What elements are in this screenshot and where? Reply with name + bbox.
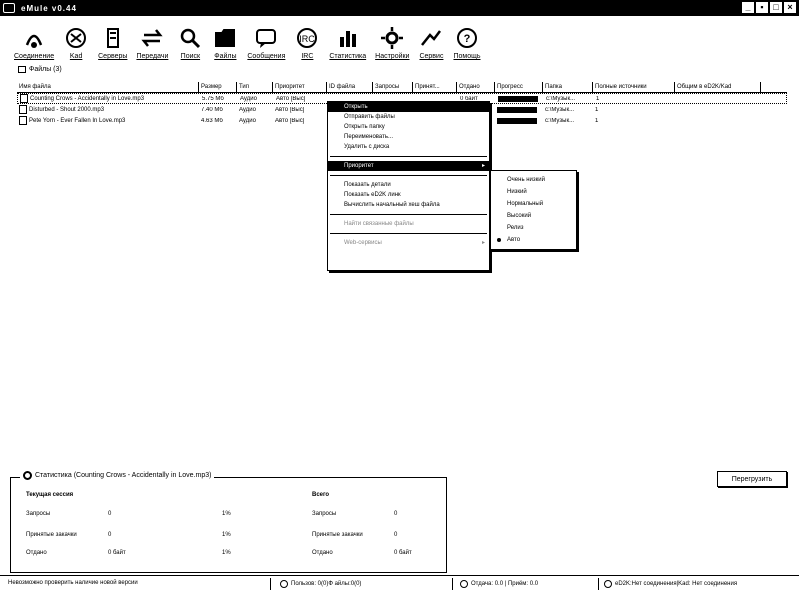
cell-type: Аудио <box>239 106 256 113</box>
toolbar-button-label: Файлы <box>214 53 237 60</box>
column-header[interactable]: Отдано <box>457 82 495 92</box>
stats-icon <box>23 471 32 480</box>
session-stat-value: 0 байт <box>108 550 126 556</box>
cell-type: Аудио <box>239 117 256 124</box>
shared-files-icon <box>18 66 26 73</box>
cell-sources: 1 <box>596 95 600 102</box>
toolbar-button-label: Kad <box>69 53 83 60</box>
total-stat-value: 0 <box>394 532 398 538</box>
file-context-menu <box>327 101 490 271</box>
tools-icon <box>418 25 444 51</box>
cell-priority: Авто [Выс] <box>275 117 305 124</box>
window-title: eMule v0.44 <box>21 3 77 13</box>
maximize-icon[interactable]: □ <box>770 2 782 13</box>
cell-progress <box>495 118 543 124</box>
total-stat-value: 0 <box>394 511 398 517</box>
audio-file-icon <box>19 116 27 125</box>
context-menu-item: Web-сервисы ▸ <box>344 240 485 246</box>
toolbar-button-label: Передачи <box>136 53 169 60</box>
audio-file-icon <box>19 105 27 114</box>
priority-option[interactable]: Релиз <box>507 225 524 231</box>
column-header[interactable]: Прогресс <box>495 82 543 92</box>
toolbar-kad-button[interactable] <box>63 17 89 63</box>
column-header[interactable]: Размер <box>199 82 237 92</box>
total-stat-label: Запросы <box>312 511 337 517</box>
toolbar-servers-button[interactable] <box>98 17 127 63</box>
column-header[interactable]: Запросы <box>373 82 413 92</box>
audio-file-icon <box>20 94 28 103</box>
app-icon <box>3 3 15 13</box>
cell-progress <box>496 96 544 102</box>
menu-separator <box>330 233 487 234</box>
progress-bar <box>498 96 538 102</box>
column-header[interactable]: Принят... <box>413 82 457 92</box>
toolbar-irc-button[interactable] <box>294 17 320 63</box>
title-bar <box>0 0 799 16</box>
minimize-icon[interactable]: _ <box>742 2 754 13</box>
toolbar-button-label: Сервис <box>419 53 444 60</box>
cell-type: Аудио <box>240 95 257 102</box>
column-header[interactable]: Тип <box>237 82 273 92</box>
column-header[interactable]: Папка <box>543 82 593 92</box>
table-header <box>17 82 787 93</box>
toolbar-button-label: IRC <box>301 53 314 60</box>
files-count-label: Файлы (3) <box>29 66 62 73</box>
cell-folder: c:\Музык... <box>545 117 575 124</box>
cell-sources: 1 <box>595 106 599 113</box>
files-section-title <box>18 66 62 73</box>
cell-priority: Авто [Выс] <box>275 106 305 113</box>
toolbar-button-label: Помощь <box>453 53 481 60</box>
toolbar-button-label: Сообщения <box>247 53 286 60</box>
total-stat-label: Отдано <box>312 550 333 556</box>
toolbar-messages-button[interactable] <box>247 17 285 63</box>
cell-name: Pete Yorn - Ever Fallen In Love.mp3 <box>17 116 199 125</box>
submenu-arrow-icon: ▸ <box>481 240 485 246</box>
connect-icon <box>21 25 47 51</box>
total-heading: Всего <box>312 492 330 498</box>
kad-icon <box>63 25 89 51</box>
context-menu-item[interactable]: Удалить с диска <box>344 144 390 150</box>
status-users: Пользов: 0(0)Ф айлы:0(0) <box>280 580 361 588</box>
cell-size: 5.75 Мб <box>202 95 224 102</box>
priority-option[interactable]: Высокий <box>507 213 532 219</box>
toolbar-button-label: Статистика <box>329 53 367 60</box>
session-stat-label: Принятые закачки <box>26 532 77 538</box>
toolbar-button-label: Поиск <box>180 53 201 60</box>
servers-icon <box>100 25 126 51</box>
toolbar-connect-button[interactable] <box>14 17 54 63</box>
session-stat-value: 0 <box>108 511 112 517</box>
priority-option[interactable]: Нормальный <box>507 201 544 207</box>
transfers-icon <box>139 25 165 51</box>
cell-folder: c:\Музык... <box>546 95 576 102</box>
users-icon <box>280 580 288 588</box>
progress-bar <box>497 118 537 124</box>
window-controls <box>742 2 796 13</box>
stats-panel <box>10 477 447 573</box>
preferences-icon <box>379 25 405 51</box>
context-menu-item[interactable]: Показать детали <box>344 182 391 188</box>
toolbar-stats-button[interactable] <box>329 17 366 63</box>
transfer-icon <box>460 580 468 588</box>
stats-panel-title: Статистика (Counting Crows - Accidentally in Love.mp3) <box>20 471 214 480</box>
toolbar-transfers-button[interactable] <box>136 17 168 63</box>
status-bar <box>0 575 799 591</box>
cell-priority: Авто [Выс] <box>276 95 306 102</box>
context-menu-item[interactable]: Открыть <box>328 102 489 112</box>
context-menu-item[interactable]: Вычислить начальный хеш файла <box>344 202 440 208</box>
priority-option[interactable]: Авто <box>491 234 576 246</box>
network-icon <box>604 580 612 588</box>
messages-icon <box>253 25 279 51</box>
session-stat-label: Отдано <box>26 550 47 556</box>
column-header[interactable]: Полные источники <box>593 82 675 92</box>
priority-option[interactable]: Низкий <box>507 189 527 195</box>
cell-folder: c:\Музык... <box>545 106 575 113</box>
toolbar-search-button[interactable] <box>177 17 203 63</box>
priority-submenu <box>490 170 577 250</box>
toolbar-prefs-button[interactable] <box>375 17 409 63</box>
cell-sent: 0 байт <box>460 95 478 102</box>
context-menu-item[interactable]: Переименовать... <box>344 134 393 140</box>
session-stat-label: Запросы <box>26 511 51 517</box>
progress-bar <box>497 107 537 113</box>
context-menu-item[interactable]: Приоритет ▸ <box>328 161 489 171</box>
cell-name: Counting Crows - Accidentally in Love.mp3 <box>18 94 200 103</box>
cell-size: 4.63 Мб <box>201 117 223 124</box>
total-stat-value: 0 байт <box>394 550 412 556</box>
column-header[interactable]: Общим в eD2K/Kad <box>675 82 761 92</box>
irc-icon <box>294 25 320 51</box>
status-transfer: Отдача: 0.0 | Приём: 0.0 <box>460 580 538 588</box>
search-icon <box>177 25 203 51</box>
cell-size: 7.40 Мб <box>201 106 223 113</box>
radio-checked-icon <box>497 238 501 242</box>
toolbar-tools-button[interactable] <box>418 17 444 63</box>
session-stat-bar-label: 1% <box>222 550 231 556</box>
close-icon[interactable]: × <box>784 2 796 13</box>
cell-progress <box>495 107 543 113</box>
files-icon <box>212 25 238 51</box>
cell-sources: 1 <box>595 117 599 124</box>
session-stat-bar-label: 1% <box>222 532 231 538</box>
priority-option[interactable]: Очень низкий <box>507 177 545 183</box>
total-stat-label: Принятые закачки <box>312 532 363 538</box>
toolbar-help-button[interactable] <box>453 17 480 63</box>
svg-text:?: ? <box>463 33 471 45</box>
context-menu-item: Найти связанные файлы <box>344 221 414 227</box>
help-icon <box>454 25 480 51</box>
toolbar-button-label: Настройки <box>375 53 410 60</box>
cell-name: Disturbed - Shout 2000.mp3 <box>17 105 199 114</box>
stats-icon <box>335 25 361 51</box>
context-menu-item[interactable]: Открыть папку <box>344 124 385 130</box>
main-toolbar <box>0 17 799 63</box>
toolbar-button-label: Серверы <box>98 53 128 60</box>
context-menu-item[interactable]: Отправить файлы <box>344 114 395 120</box>
svg-text:IRC: IRC <box>299 34 316 44</box>
column-header[interactable]: ID файла <box>327 82 373 92</box>
column-header[interactable]: Приоритет <box>273 82 327 92</box>
menu-separator <box>330 175 487 176</box>
tray-icon[interactable]: ▪ <box>756 2 768 13</box>
toolbar-button-label: Соединение <box>14 53 55 60</box>
reload-button[interactable]: Перегрузить <box>717 471 787 487</box>
session-stat-bar-label: 1% <box>222 511 231 517</box>
column-header[interactable]: Имя файла <box>17 82 199 92</box>
menu-separator <box>330 156 487 157</box>
current-session-heading: Текущая сессия <box>26 492 74 498</box>
submenu-arrow-icon: ▸ <box>481 163 485 169</box>
status-network: eD2K:Нет соединения|Kad: Нет соединения <box>604 580 737 588</box>
session-stat-value: 0 <box>108 532 112 538</box>
menu-separator <box>330 214 487 215</box>
context-menu-item[interactable]: Показать eD2K линк <box>344 192 401 198</box>
toolbar-files-button[interactable] <box>212 17 238 63</box>
status-message: Невозможно проверить наличие новой версии <box>8 580 138 586</box>
